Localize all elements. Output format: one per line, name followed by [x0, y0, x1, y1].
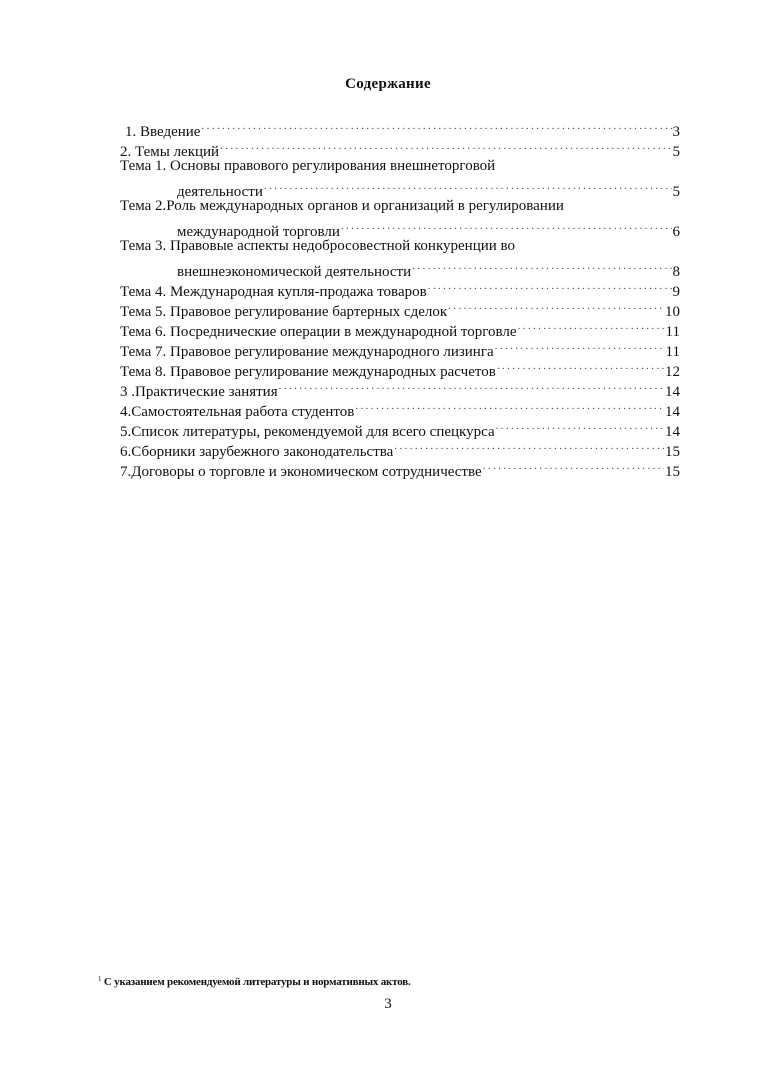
toc-entry-label: деятельности	[177, 184, 263, 200]
toc-entry-page: 11	[665, 344, 680, 360]
toc-entry-label: Тема 5. Правовое регулирование бартерных сделок	[120, 304, 448, 320]
toc-entry-page: 6	[672, 224, 680, 240]
toc-entry-practical[interactable]	[120, 376, 680, 400]
toc-entry-topic6[interactable]	[120, 316, 680, 340]
toc-entry-label: международной торговли	[177, 224, 340, 240]
toc-entry-label: 4.Самостоятельная работа студентов	[120, 404, 355, 420]
toc-entry-topic3-line1[interactable]: Тема 3. Правовые аспекты недобросовестной конкуренции во	[120, 238, 516, 254]
toc-entry-label: 2. Темы лекций	[120, 144, 220, 160]
toc-entry-label: 1. Введение	[125, 124, 201, 140]
toc-entry-topic8[interactable]	[120, 356, 680, 380]
toc-entry-topic2-line1[interactable]: Тема 2.Роль международных органов и организаций в регулировании	[120, 198, 564, 214]
toc-entry-page: 14	[665, 404, 680, 420]
dot-leader	[264, 176, 672, 196]
dot-leader	[341, 216, 672, 236]
dot-leader	[279, 376, 664, 396]
toc-entry-page: 14	[665, 424, 680, 440]
dot-leader	[394, 436, 664, 456]
toc-entry-page: 15	[665, 464, 680, 480]
toc-entry-topic1[interactable]	[120, 176, 680, 200]
toc-entry-label: 7.Договоры о торговле и экономическом сотрудничестве	[120, 464, 482, 480]
toc-entry-page: 5	[672, 184, 680, 200]
toc-entry-treaties[interactable]	[120, 456, 680, 480]
toc-entry-label: 6.Сборники зарубежного законодательства	[120, 444, 394, 460]
toc-entry-label: Тема 7. Правовое регулирование международного лизинга	[120, 344, 494, 360]
toc-entry-topic1-line1[interactable]: Тема 1. Основы правового регулирования внешнеторговой	[120, 158, 496, 174]
dot-leader	[496, 416, 664, 436]
toc-entry-label: Тема 4. Международная купля-продажа товаров	[120, 284, 427, 300]
footnote	[98, 976, 411, 988]
page-number: 3	[384, 996, 392, 1012]
toc-entry-page: 11	[665, 324, 680, 340]
toc-entry-page: 9	[672, 284, 680, 300]
dot-leader	[518, 316, 665, 336]
toc-entry-page: 15	[665, 444, 680, 460]
dot-leader	[220, 136, 671, 156]
toc-entry-independent[interactable]	[120, 396, 680, 420]
dot-leader	[448, 296, 664, 316]
dot-leader	[428, 276, 672, 296]
dot-leader	[497, 356, 664, 376]
toc-entry-topic4[interactable]	[120, 276, 680, 300]
dot-leader	[355, 396, 664, 416]
footnote-marker: 1	[98, 975, 102, 983]
toc-entry-topic5[interactable]	[120, 296, 680, 320]
dot-leader	[483, 456, 664, 476]
dot-leader	[201, 116, 671, 136]
table-of-contents	[120, 116, 680, 480]
dot-leader	[495, 336, 665, 356]
toc-entry-foreign-law[interactable]	[120, 436, 680, 460]
page-title: Содержание	[345, 76, 431, 92]
toc-entry-page: 12	[665, 364, 680, 380]
toc-entry-page: 8	[672, 264, 680, 280]
toc-entry-label: Тема 8. Правовое регулирование международных расчетов	[120, 364, 496, 380]
footnote-text: С указанием рекомендуемой литературы и нормативных актов.	[103, 976, 411, 988]
toc-entry-topic3[interactable]	[120, 256, 680, 280]
dot-leader	[412, 256, 671, 276]
toc-entry-page: 3	[672, 124, 680, 140]
toc-entry-page: 10	[665, 304, 680, 320]
toc-entry-lecture-topics[interactable]	[120, 136, 680, 160]
toc-entry-literature[interactable]	[120, 416, 680, 440]
toc-entry-label: 5.Список литературы, рекомендуемой для всего спецкурса	[120, 424, 495, 440]
toc-entry-label: Тема 6. Посреднические операции в международной торговле	[120, 324, 517, 340]
toc-entry-label: 3 .Практические занятия	[120, 384, 278, 400]
toc-entry-topic2[interactable]	[120, 216, 680, 240]
toc-entry-introduction[interactable]	[120, 116, 680, 140]
toc-entry-topic7[interactable]	[120, 336, 680, 360]
toc-entry-label: внешнеэкономической деятельности	[177, 264, 412, 280]
toc-entry-page: 14	[665, 384, 680, 400]
toc-entry-page: 5	[672, 144, 680, 160]
